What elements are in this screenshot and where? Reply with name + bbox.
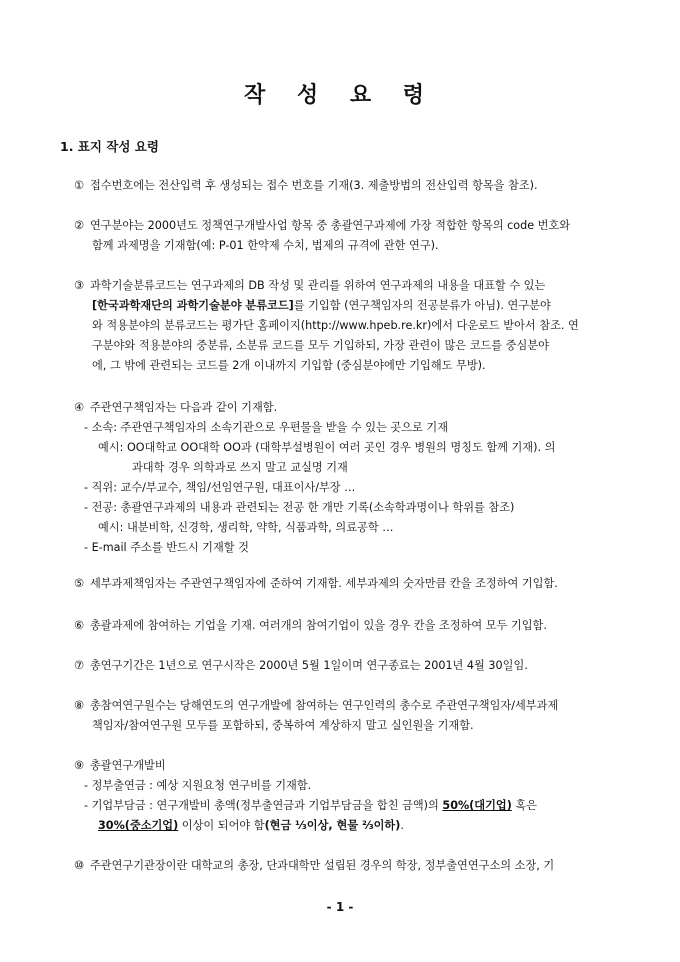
item-4 [74, 398, 622, 558]
item-number: ⑨ [74, 759, 85, 772]
large-company-ratio: 50%(대기업) [442, 799, 512, 812]
item-text: 주관연구책임자는 다음과 같이 기재함. [90, 401, 278, 414]
item-number: ⑧ [74, 699, 85, 712]
item-8 [74, 696, 622, 736]
item-number: ① [74, 179, 85, 192]
item-text: 총연구기간은 1년으로 연구시작은 2000년 5월 1일이며 연구종료는 2001년 4월 30일임. [90, 659, 528, 672]
sub-item-text: 혹은 [511, 799, 538, 812]
item-number: ③ [74, 279, 85, 292]
sub-item: - 정부출연금 : 예상 지원요청 연구비를 기재함. [84, 779, 312, 792]
example-text: 예시: OO대학교 OO대학 OO과 (대학부설병원이 여러 곳인 경우 병원의 명칭도 함께 기재). 의 [98, 441, 556, 454]
sub-item: - 소속: 주관연구책임자의 소속기관으로 우편물을 받을 수 있는 곳으로 기재 [84, 421, 449, 434]
sub-item-text: 이상이 되어야 함 [178, 819, 265, 832]
sme-ratio: 30%(중소기업) [98, 819, 179, 832]
item-number: ⑥ [74, 619, 85, 632]
section-heading: 1. 표지 작성 요령 [60, 139, 159, 154]
item-text-continued: 구분야와 적용분야의 중분류, 소분류 코드를 모두 기입하되, 가장 관련이 많은 코드를 중심분야 [92, 339, 549, 352]
item-3 [74, 276, 622, 376]
sub-item: - E-mail 주소를 반드시 기재할 것 [84, 541, 249, 554]
item-number: ⑤ [74, 577, 85, 590]
page-number: - 1 - [326, 900, 354, 914]
item-2 [74, 216, 622, 256]
item-number: ④ [74, 401, 85, 414]
item-text-continued: 함께 과제명을 기재함(예: P-01 한약제 수치, 법제의 규격에 관한 연구). [92, 239, 439, 252]
item-text-continued: 에, 그 밖에 관련되는 코드를 2개 이내까지 기입함 (중심분야에만 기입해도 무방). [92, 359, 486, 372]
item-number: ② [74, 219, 85, 232]
item-text-continued: 와 적용분야의 분류코드는 평가단 홈페이지(http://www.hpeb.re.kr)에서 다운로드 받아서 참조. 연 [92, 319, 579, 332]
sub-item-text: . [400, 819, 404, 832]
item-9 [74, 756, 622, 836]
item-text: 세부과제책임자는 주관연구책임자에 준하여 기재함. 세부과제의 숫자만큼 칸을 조정하여 기입함. [90, 577, 558, 590]
cash-inkind-ratio: (현금 ⅓이상, 현물 ⅔이하) [264, 819, 401, 832]
item-text: 총괄연구개발비 [90, 759, 166, 772]
item-5 [74, 574, 622, 594]
item-7 [74, 656, 622, 676]
item-text: 총괄과제에 참여하는 기업을 기재. 여러개의 참여기업이 있을 경우 칸을 조정하여 모두 기입함. [90, 619, 547, 632]
classification-code-note: [한국과학재단의 과학기술분야 분류코드] [92, 299, 294, 312]
sub-item: - 전공: 총괄연구과제의 내용과 관련되는 전공 한 개만 기록(소속학과명이나 학위를 참조) [84, 501, 515, 514]
page-title: 작 성 요 령 [244, 82, 436, 108]
item-10 [74, 856, 622, 876]
item-text: 를 기입함 (연구책임자의 전공분류가 아님). 연구분야 [293, 299, 551, 312]
item-text-continued: 책임자/참여연구원 모두를 포함하되, 중복하여 계상하지 말고 실인원을 기재함. [92, 719, 474, 732]
example-text: 예시: 내분비학, 신경학, 생리학, 약학, 식품과학, 의료공학 … [98, 521, 394, 534]
sub-item: - 기업부담금 : 연구개발비 총액(정부출연금과 기업부담금을 합친 금액)의 [84, 799, 443, 812]
item-text: 주관연구기관장이란 대학교의 총장, 단과대학만 설립된 경우의 학장, 정부출연연구소의 소장, 기 [90, 859, 555, 872]
sub-item: - 직위: 교수/부교수, 책임/선임연구원, 대표이사/부장 … [84, 481, 356, 494]
item-text: 연구분야는 2000년도 정책연구개발사업 항목 중 총괄연구과제에 가장 적합한 항목의 code 번호와 [90, 219, 571, 232]
example-text-continued: 과대학 경우 의학과로 쓰지 말고 교실명 기재 [132, 461, 348, 474]
item-number: ⑩ [74, 859, 85, 872]
item-number: ⑦ [74, 659, 85, 672]
item-text: 과학기술분류코드는 연구과제의 DB 작성 및 관리를 위하여 연구과제의 내용을 대표할 수 있는 [90, 279, 546, 292]
item-text: 접수번호에는 전산입력 후 생성되는 접수 번호를 기재(3. 제출방법의 전산입력 항목을 참조). [90, 179, 538, 192]
item-6 [74, 616, 622, 636]
item-text: 총참여연구원수는 당해연도의 연구개발에 참여하는 연구인력의 총수로 주관연구책임자/세부과제 [90, 699, 559, 712]
item-1 [74, 176, 622, 196]
